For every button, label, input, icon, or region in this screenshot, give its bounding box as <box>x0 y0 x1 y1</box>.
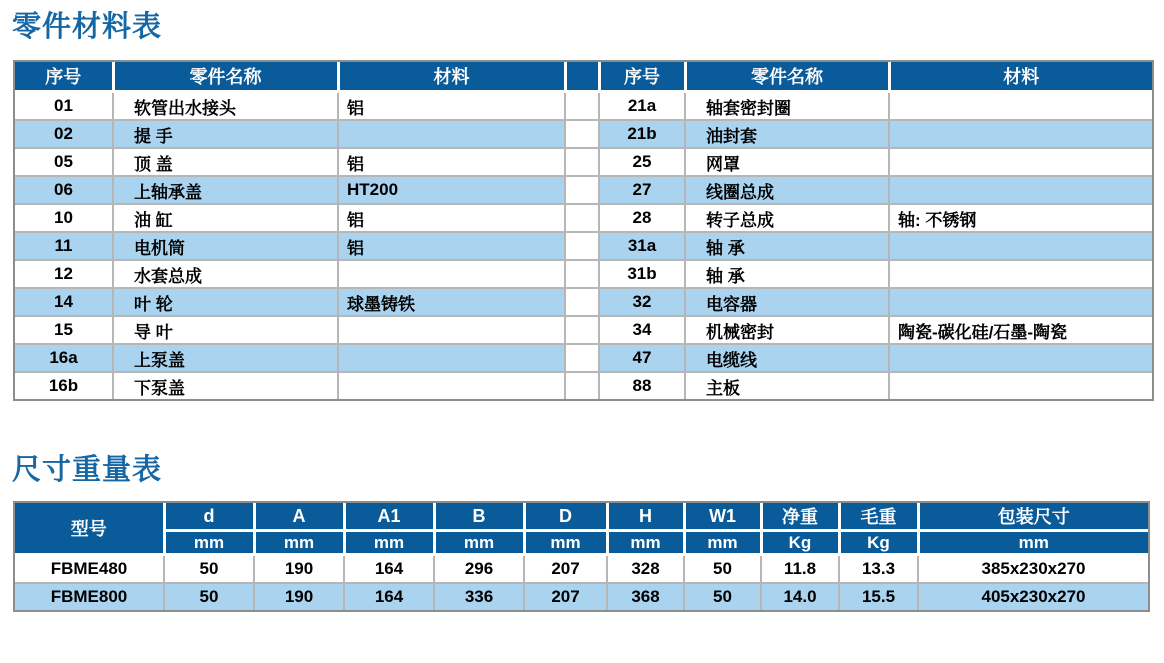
dim-unit-header: mm <box>524 531 607 555</box>
part-no-cell: 05 <box>15 148 113 176</box>
dim-column-header: 毛重 <box>839 503 918 531</box>
dim-value-cell: 11.8 <box>761 555 839 584</box>
dim-unit-header: mm <box>254 531 344 555</box>
part-name-cell: 上轴承盖 <box>113 176 338 204</box>
dim-value-cell: 164 <box>344 583 434 610</box>
part-no-cell: 01 <box>15 92 113 121</box>
dim-column-header: A1 <box>344 503 434 531</box>
spacer-cell <box>565 176 599 204</box>
parts-table-row <box>15 120 1152 148</box>
dim-unit-header: mm <box>607 531 684 555</box>
part-material-cell <box>889 232 1152 260</box>
part-no-cell: 02 <box>15 120 113 148</box>
model-column-header: 型号 <box>15 503 164 555</box>
parts-table-row <box>15 148 1152 176</box>
part-no-cell: 16b <box>15 372 113 399</box>
dims-table-row <box>15 583 1148 610</box>
dim-value-cell: 368 <box>607 583 684 610</box>
part-no-cell: 16a <box>15 344 113 372</box>
part-no-cell: 27 <box>599 176 685 204</box>
dim-value-cell: 296 <box>434 555 524 584</box>
part-name-cell: 网罩 <box>685 148 889 176</box>
part-no-cell: 06 <box>15 176 113 204</box>
parts-table-row <box>15 372 1152 399</box>
col-header-material: 材料 <box>889 62 1152 92</box>
part-material-cell: HT200 <box>338 176 565 204</box>
parts-table-row <box>15 232 1152 260</box>
parts-table-row <box>15 344 1152 372</box>
dim-value-cell: 13.3 <box>839 555 918 584</box>
part-no-cell: 47 <box>599 344 685 372</box>
parts-table-row <box>15 176 1152 204</box>
dimension-weight-table <box>13 501 1150 612</box>
part-material-cell <box>338 316 565 344</box>
part-name-cell: 油 缸 <box>113 204 338 232</box>
part-name-cell: 轴 承 <box>685 232 889 260</box>
dim-column-header: 净重 <box>761 503 839 531</box>
dim-value-cell: 50 <box>684 583 761 610</box>
part-no-cell: 25 <box>599 148 685 176</box>
dim-column-header: B <box>434 503 524 531</box>
spacer-cell <box>565 120 599 148</box>
dim-column-header: A <box>254 503 344 531</box>
dim-unit-header: mm <box>684 531 761 555</box>
part-no-cell: 32 <box>599 288 685 316</box>
parts-table-row <box>15 92 1152 121</box>
dims-table-row <box>15 555 1148 584</box>
part-no-cell: 21b <box>599 120 685 148</box>
spacer-cell <box>565 344 599 372</box>
dim-value-cell: 190 <box>254 555 344 584</box>
spacer-cell <box>565 316 599 344</box>
part-name-cell: 导 叶 <box>113 316 338 344</box>
part-no-cell: 34 <box>599 316 685 344</box>
part-material-cell <box>338 344 565 372</box>
part-name-cell: 转子总成 <box>685 204 889 232</box>
dim-value-cell: 164 <box>344 555 434 584</box>
dim-column-header: W1 <box>684 503 761 531</box>
col-header-no: 序号 <box>15 62 113 92</box>
col-header-no: 序号 <box>599 62 685 92</box>
part-no-cell: 10 <box>15 204 113 232</box>
part-name-cell: 叶 轮 <box>113 288 338 316</box>
parts-material-table <box>13 60 1154 401</box>
part-name-cell: 提 手 <box>113 120 338 148</box>
dim-value-cell: 207 <box>524 555 607 584</box>
dim-column-header: H <box>607 503 684 531</box>
part-name-cell: 机械密封 <box>685 316 889 344</box>
part-material-cell <box>889 92 1152 121</box>
part-name-cell: 轴 承 <box>685 260 889 288</box>
spacer-cell <box>565 204 599 232</box>
spacer-cell <box>565 372 599 399</box>
model-cell: FBME800 <box>15 583 164 610</box>
dim-value-cell: 336 <box>434 583 524 610</box>
dim-unit-header: mm <box>344 531 434 555</box>
dim-unit-header: Kg <box>761 531 839 555</box>
dim-value-cell: 207 <box>524 583 607 610</box>
parts-table-header-row <box>15 62 1152 92</box>
dims-header-label-row <box>15 503 1148 531</box>
col-header-name: 零件名称 <box>685 62 889 92</box>
part-material-cell <box>889 344 1152 372</box>
part-material-cell <box>889 372 1152 399</box>
dim-value-cell: 14.0 <box>761 583 839 610</box>
dim-column-header: D <box>524 503 607 531</box>
dim-value-cell: 190 <box>254 583 344 610</box>
part-name-cell: 软管出水接头 <box>113 92 338 121</box>
part-material-cell: 轴: 不锈钢 <box>889 204 1152 232</box>
dim-unit-header: mm <box>164 531 254 555</box>
dim-column-header: d <box>164 503 254 531</box>
parts-table-row <box>15 204 1152 232</box>
spacer-cell <box>565 92 599 121</box>
part-name-cell: 电缆线 <box>685 344 889 372</box>
parts-table-row <box>15 288 1152 316</box>
parts-table-row <box>15 260 1152 288</box>
part-no-cell: 88 <box>599 372 685 399</box>
dim-value-cell: 328 <box>607 555 684 584</box>
product-spec-page <box>0 10 1164 612</box>
part-no-cell: 12 <box>15 260 113 288</box>
part-name-cell: 上泵盖 <box>113 344 338 372</box>
dim-unit-header: mm <box>434 531 524 555</box>
part-no-cell: 31b <box>599 260 685 288</box>
dim-value-cell: 385x230x270 <box>918 555 1148 584</box>
col-header-material: 材料 <box>338 62 565 92</box>
part-material-cell <box>889 176 1152 204</box>
part-no-cell: 15 <box>15 316 113 344</box>
dim-value-cell: 50 <box>684 555 761 584</box>
part-material-cell <box>338 372 565 399</box>
part-name-cell: 水套总成 <box>113 260 338 288</box>
model-cell: FBME480 <box>15 555 164 584</box>
part-name-cell: 顶 盖 <box>113 148 338 176</box>
dim-unit-header: Kg <box>839 531 918 555</box>
part-material-cell: 铝 <box>338 232 565 260</box>
spacer-cell <box>565 148 599 176</box>
dim-value-cell: 50 <box>164 583 254 610</box>
part-name-cell: 电机筒 <box>113 232 338 260</box>
part-material-cell: 陶瓷-碳化硅/石墨-陶瓷 <box>889 316 1152 344</box>
part-material-cell <box>338 120 565 148</box>
part-material-cell <box>889 288 1152 316</box>
dim-value-cell: 15.5 <box>839 583 918 610</box>
part-name-cell: 线圈总成 <box>685 176 889 204</box>
parts-table-row <box>15 316 1152 344</box>
dimension-table-title: 尺寸重量表 <box>12 454 163 486</box>
part-material-cell <box>889 120 1152 148</box>
part-material-cell <box>338 260 565 288</box>
part-name-cell: 轴套密封圈 <box>685 92 889 121</box>
dim-value-cell: 405x230x270 <box>918 583 1148 610</box>
part-material-cell: 球墨铸铁 <box>338 288 565 316</box>
part-material-cell: 铝 <box>338 204 565 232</box>
part-material-cell <box>889 148 1152 176</box>
part-material-cell: 铝 <box>338 148 565 176</box>
dim-value-cell: 50 <box>164 555 254 584</box>
spacer-cell <box>565 260 599 288</box>
spacer-column-header <box>565 62 599 92</box>
dims-header-unit-row <box>15 531 1148 555</box>
part-no-cell: 21a <box>599 92 685 121</box>
part-name-cell: 主板 <box>685 372 889 399</box>
spacer-cell <box>565 232 599 260</box>
part-no-cell: 31a <box>599 232 685 260</box>
part-no-cell: 11 <box>15 232 113 260</box>
part-name-cell: 油封套 <box>685 120 889 148</box>
part-material-cell: 铝 <box>338 92 565 121</box>
part-name-cell: 下泵盖 <box>113 372 338 399</box>
spacer-cell <box>565 288 599 316</box>
dim-unit-header: mm <box>918 531 1148 555</box>
part-no-cell: 14 <box>15 288 113 316</box>
col-header-name: 零件名称 <box>113 62 338 92</box>
part-name-cell: 电容器 <box>685 288 889 316</box>
part-no-cell: 28 <box>599 204 685 232</box>
parts-table-title: 零件材料表 <box>12 11 163 43</box>
dim-column-header: 包装尺寸 <box>918 503 1148 531</box>
part-material-cell <box>889 260 1152 288</box>
